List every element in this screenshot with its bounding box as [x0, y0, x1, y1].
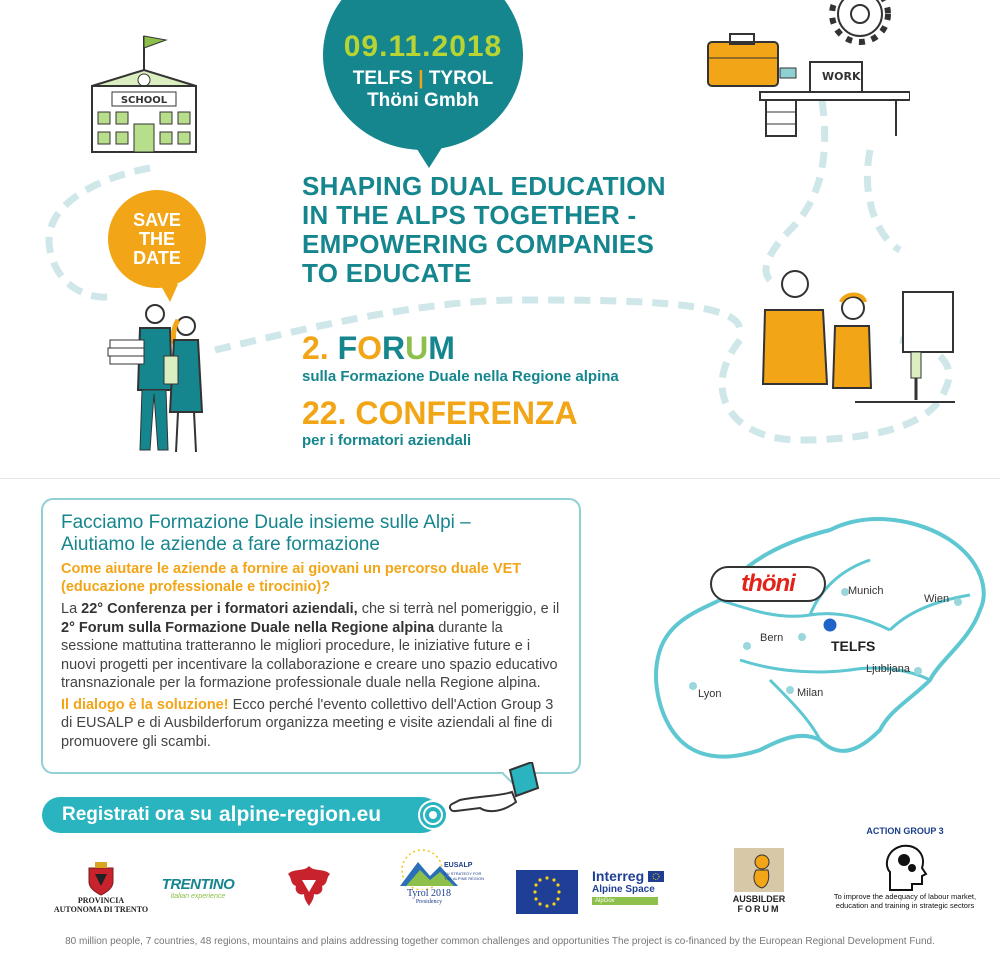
eu-mini-flag-icon: [648, 871, 664, 882]
ausbilderforum-logo: [728, 846, 790, 914]
action-group-title: ACTION GROUP 3: [866, 826, 944, 836]
trentino-logo: [158, 876, 238, 900]
trentino-wordmark: TRENTINO: [161, 876, 235, 893]
body-bold: 22° Conferenza per i formatori aziendali,: [81, 601, 358, 617]
ausbilder-figure-icon: [732, 846, 786, 894]
forum-number: 2.: [302, 330, 329, 366]
eusalp-tagline: EU STRATEGY FOR THE ALPINE REGION: [444, 871, 485, 881]
save-the-date-badge: [108, 190, 206, 288]
forum-subtitle: sulla Formazione Duale nella Regione alpina: [302, 368, 619, 385]
tyrol-eagle-icon: [284, 862, 334, 908]
event-region: TYROL: [428, 68, 494, 89]
register-url[interactable]: alpine-region.eu: [218, 803, 382, 826]
info-body: [61, 600, 561, 693]
conference-title: [302, 395, 578, 432]
trento-line: PROVINCIA: [77, 896, 125, 905]
target-icon: [418, 800, 448, 830]
register-link[interactable]: [42, 797, 440, 833]
the-word: THE: [139, 228, 175, 249]
save-word: SAVE: [133, 209, 181, 230]
map-city-lyon: Lyon: [698, 688, 722, 700]
briefcase-icon: [708, 34, 778, 86]
headline-line: EMPOWERING COMPANIES: [302, 229, 655, 259]
trento-logo: [53, 862, 149, 914]
conference-subtitle: per i formatori aziendali: [302, 432, 472, 449]
eusalp-text: Tyrol 2018: [406, 888, 452, 899]
pointing-hand-icon: [440, 762, 540, 822]
ausbilder-line: FORUM: [737, 904, 781, 914]
headline-line: SHAPING DUAL EDUCATION: [302, 171, 666, 201]
eusalp-subtext: Presidency: [415, 899, 443, 905]
info-title-line: Aiutiamo le aziende a fare formazione: [61, 534, 380, 555]
info-dialog: [61, 696, 561, 752]
dialog-highlight: Il dialogo è la soluzione!: [61, 696, 229, 713]
event-host: Thöni Gmbh: [367, 90, 479, 111]
alpgov-tag: AlpGov: [592, 897, 658, 905]
work-illustration: [700, 0, 910, 140]
map-city-ljubljana: Ljubljana: [866, 663, 911, 675]
interreg-logo: [592, 868, 688, 905]
trentino-tagline: italian experience: [170, 893, 226, 900]
alpine-space-text: Alpine Space: [592, 884, 655, 895]
thoni-logo: thöni: [710, 566, 826, 602]
dialog-text: Ecco perché l'evento collettivo dell'Action Group 3 di EUSALP e di Ausbilderforum organizza meeting e visite aziendali al fine di promuovere gli scambi.: [61, 696, 554, 750]
headline-line: TO EDUCATE: [302, 258, 472, 288]
footer-text: 80 million people, 7 countries, 48 regions, mountains and plains addressing together common challenges and opportunities The project is co-financed by the European Regional Development Fund.: [65, 936, 935, 947]
map-city-bern: Bern: [760, 632, 784, 644]
work-sign: WORK: [822, 70, 861, 83]
info-question: Come aiutare le aziende a fornire ai giovani un percorso duale VET (educazione professionale e tirocinio)?: [61, 561, 522, 595]
gear-icon: [832, 0, 888, 42]
eu-flag-icon: [516, 870, 578, 914]
info-box: [41, 498, 581, 774]
body-text: che si terrà nel pomeriggio, e il: [357, 601, 560, 617]
map-highlight-city: TELFS: [831, 638, 876, 654]
register-label: Registrati ora su: [62, 804, 212, 825]
school-sign: SCHOOL: [120, 95, 168, 106]
event-city: TELFS: [352, 68, 413, 89]
event-location: [353, 68, 493, 90]
action-group-desc: education and training in strategic sectors: [835, 901, 975, 910]
head-gears-icon: [880, 842, 930, 892]
forum-letter: F: [337, 330, 358, 366]
map-city-milan: Milan: [797, 687, 824, 699]
alpine-region-map: [640, 500, 1000, 790]
desk-icon: [760, 62, 910, 136]
interreg-wordmark: Interreg: [592, 868, 645, 884]
action-group-desc: To improve the adequacy of labour market,: [833, 892, 977, 901]
body-text: La: [61, 601, 82, 617]
forum-title: [302, 330, 455, 367]
forum-letter: R: [382, 330, 406, 366]
forum-letter: O: [357, 330, 383, 366]
trento-line: AUTONOMA DI TRENTO: [53, 905, 149, 914]
students-illustration: [100, 300, 220, 460]
headline-line: IN THE ALPS TOGETHER -: [302, 200, 637, 230]
workshop-illustration: [755, 262, 955, 412]
section-divider: [0, 478, 1000, 479]
body-bold: 2° Forum sulla Formazione Duale nella Regione alpina: [61, 619, 435, 636]
forum-letter: M: [428, 330, 455, 366]
coat-of-arms-icon: [87, 862, 115, 896]
main-headline: [302, 172, 742, 288]
ausbilder-line: AUSBILDER: [732, 894, 786, 904]
conference-word: CONFERENZA: [355, 395, 578, 431]
info-title-line: Facciamo Formazione Duale insieme sulle Alpi –: [61, 512, 471, 533]
event-date: 09.11.2018: [343, 30, 503, 63]
conference-number: 22.: [302, 395, 347, 431]
mountain-icon: [396, 848, 462, 890]
map-city-munich: Munich: [848, 585, 884, 597]
eusalp-title: EUSALP: [444, 862, 473, 869]
eusalp-tyrol-logo: [384, 848, 485, 905]
action-group-logo: [830, 826, 980, 910]
location-separator: |: [418, 68, 424, 89]
date-word: DATE: [133, 247, 181, 268]
info-title: [61, 512, 561, 556]
body-text: durante la sessione mattutina tratteranno le migliori procedure, le iniziative future e i nuovi progetti per incentivare la collaborazione e creare uno spazio educativo transnazionale per la formazione professionale duale nella Regione alpina.: [61, 619, 558, 691]
school-illustration: [82, 28, 202, 158]
map-city-wien: Wien: [924, 593, 950, 605]
forum-letter: U: [405, 330, 429, 366]
